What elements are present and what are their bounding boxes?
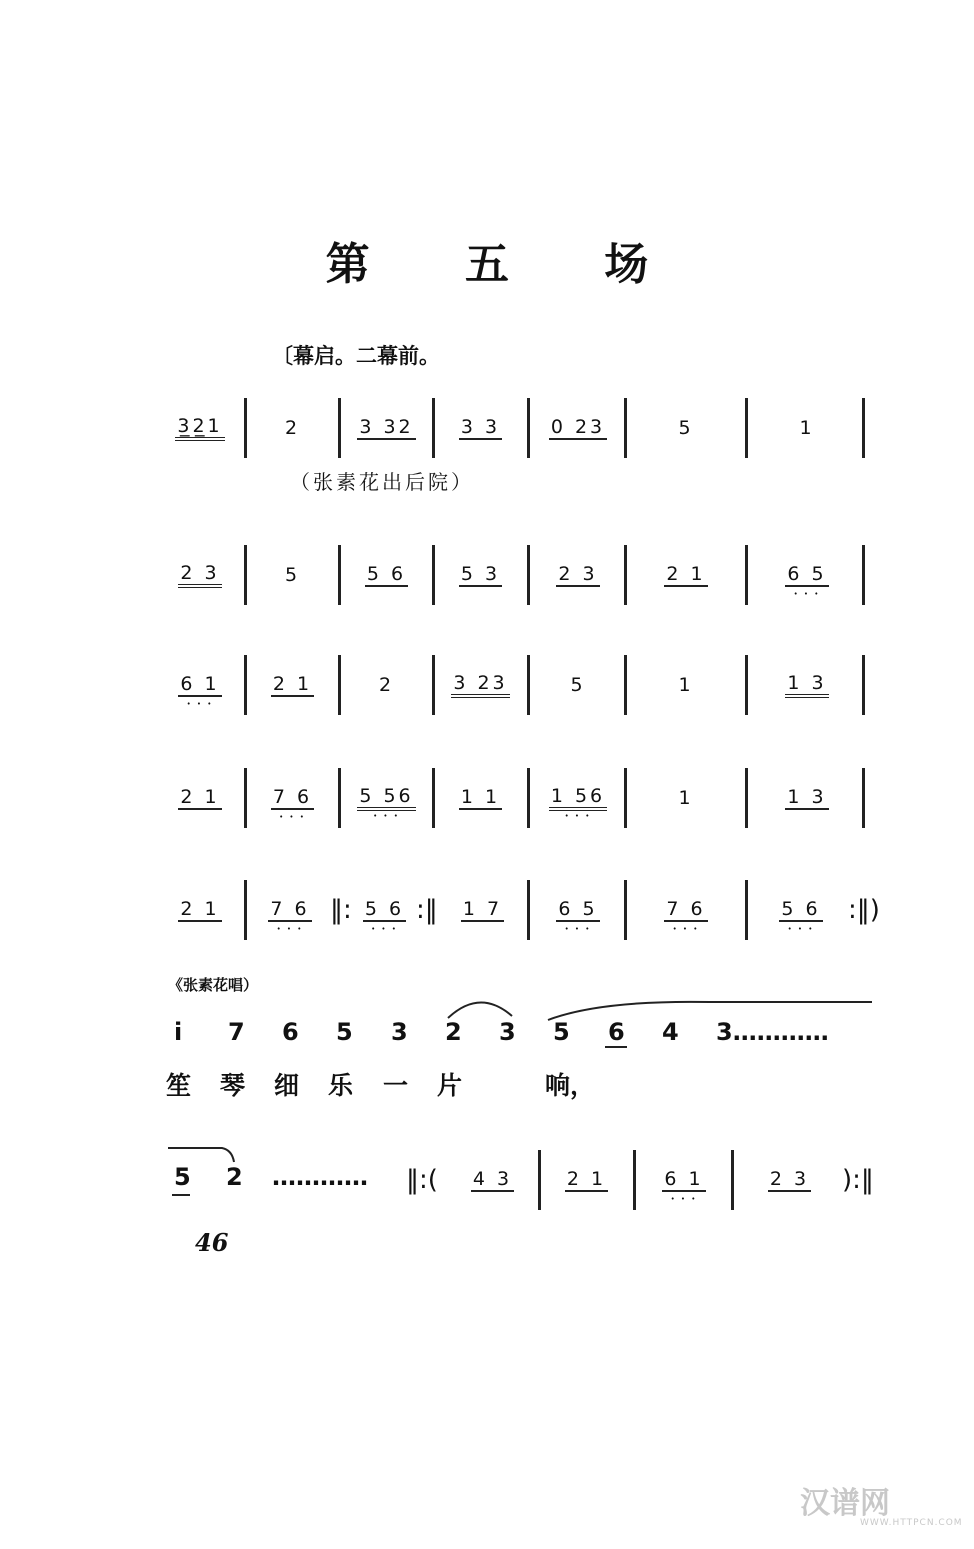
note-cell: 6 1 • • • [662, 1168, 705, 1192]
melody-note: 5 [174, 1163, 191, 1191]
note-cell: 3̲2̲1 [175, 415, 224, 441]
lyric-char: 乐 [328, 1071, 354, 1100]
page-number: 46 [195, 1228, 229, 1257]
note-cell: 5 6 • • • [779, 898, 822, 922]
note-cell: 1 7 [462, 898, 503, 920]
lyric-char: 琴 [220, 1071, 246, 1100]
melody-note: 5 [553, 1018, 570, 1046]
note-cell: 3 32 [359, 416, 414, 438]
lyric-char: 响， [545, 1071, 596, 1100]
melody-note: 3 [499, 1018, 516, 1046]
melody-note: 3 [391, 1018, 408, 1046]
watermark-url: WWW.HTTPCN.COM [860, 1518, 963, 1528]
lyric-char: 一 [383, 1071, 409, 1100]
repeat-start-sign: ‖: [330, 895, 352, 925]
watermark-logo: 汉谱网 [800, 1486, 890, 1521]
melody-note: 2 [445, 1018, 462, 1046]
note-cell: 2 3 [769, 1168, 810, 1190]
note-cell: 1 3 [785, 672, 828, 698]
stage-direction: 〔幕启。二幕前。 [272, 343, 440, 368]
melody-note: 6 [282, 1018, 299, 1046]
note-cell: 6 5 • • • [556, 898, 599, 922]
note-cell: 7 6 • • • [268, 898, 311, 922]
note-cell: 6 5 • • • [785, 563, 828, 587]
melody-note: 3………… [716, 1018, 829, 1046]
note-cell: 1 3 [787, 786, 827, 808]
note-cell: 3 3 [460, 416, 501, 438]
scene-title: 第 五 场 [325, 239, 689, 290]
note-cell: 6 1 • • • [178, 673, 221, 697]
note-cell: 5 3 [460, 563, 501, 585]
note-cell: 1 56 • • • [549, 785, 607, 811]
note-cell: 2 1 [180, 786, 220, 808]
note-cell: 2 1 [272, 673, 313, 695]
note-cell: 2 [284, 417, 301, 439]
action-note: （张素花出后院） [290, 470, 474, 494]
note-cell: 0 23 [550, 416, 606, 438]
melody-note: 5 [336, 1018, 353, 1046]
melody-note: 2 [226, 1163, 243, 1191]
note-cell: 5 [284, 564, 301, 586]
lyric-char: 笙 [166, 1071, 192, 1100]
singer-label: 《张素花唱） [168, 976, 259, 994]
note-cell: 4 3 [472, 1168, 513, 1190]
note-cell: 2 3 [178, 562, 221, 588]
note-cell: 2 1 [666, 563, 706, 585]
melody-note: i [174, 1018, 183, 1046]
melody-note: 6 [608, 1018, 625, 1046]
note-cell: 5 [678, 417, 694, 439]
note-cell: 2 3 [558, 563, 598, 585]
lyric-char: 片 [437, 1071, 463, 1100]
repeat-end-sign: :‖ [416, 895, 438, 925]
repeat-start-sign: ‖:( [406, 1165, 438, 1195]
lyric-char: 细 [274, 1071, 300, 1100]
note-cell: 1 [799, 417, 815, 439]
note-cell: 7 6 • • • [271, 786, 314, 810]
note-cell: 1 1 [460, 786, 501, 808]
melody-note: 7 [228, 1018, 245, 1046]
note-cell: 7 6 • • • [664, 898, 707, 922]
note-cell: 1 [678, 674, 694, 696]
note-cell: 1 [678, 787, 694, 809]
note-cell: 5 [570, 674, 586, 696]
note-cell: 2 1 [180, 898, 220, 920]
note-cell: 5 6 • • • [363, 898, 406, 922]
repeat-end-sign: ):‖ [842, 1165, 874, 1195]
melody-note: 4 [662, 1018, 679, 1046]
repeat-end-sign: :‖) [848, 895, 880, 925]
note-cell: 2 [378, 674, 395, 696]
note-cell: 2 1 [566, 1168, 607, 1190]
note-cell: 5 6 [366, 563, 407, 585]
melody-note: ………… [272, 1163, 368, 1191]
note-cell: 5 56 • • • [357, 785, 415, 811]
note-cell: 3 23 [451, 672, 509, 698]
score-row-6 [0, 1150, 974, 1220]
